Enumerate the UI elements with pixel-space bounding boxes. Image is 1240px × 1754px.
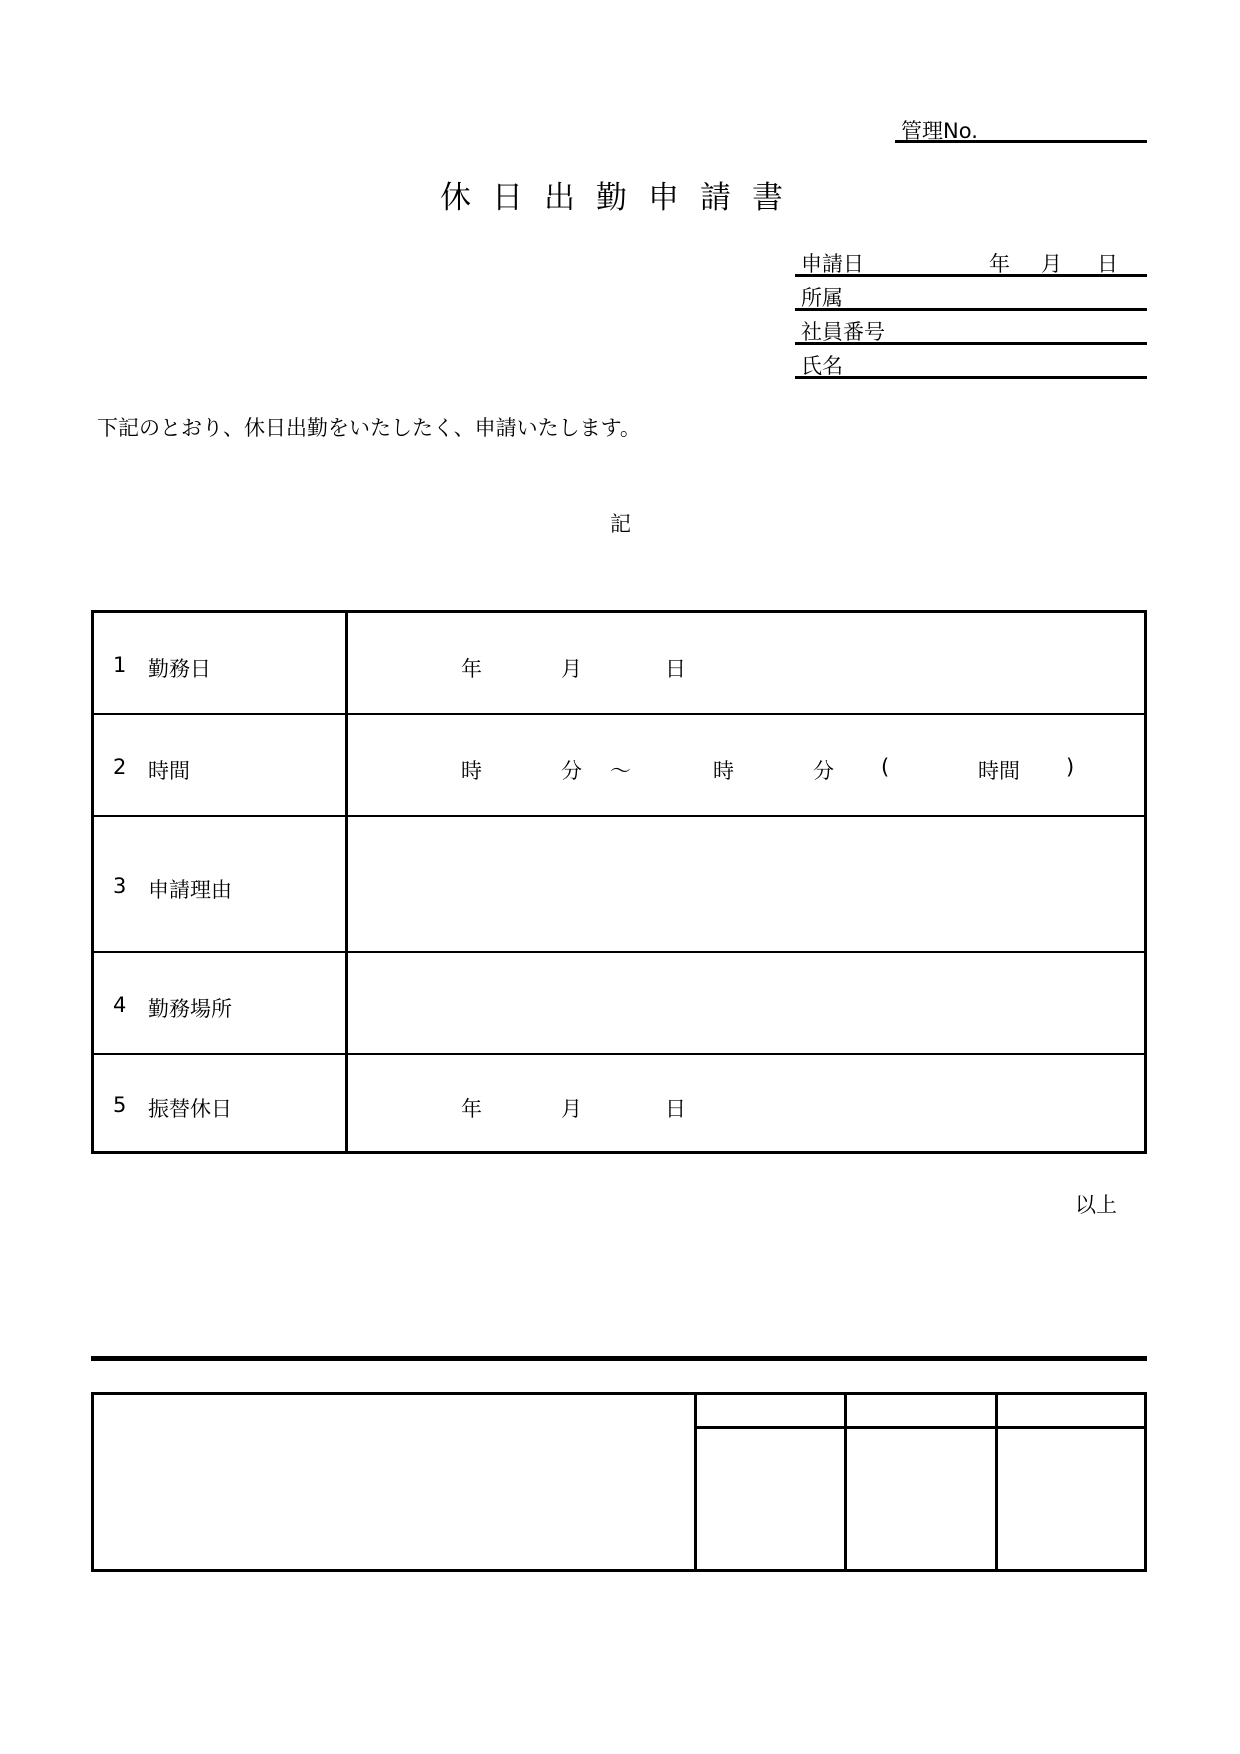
row-label: 振替休日 bbox=[148, 1097, 232, 1121]
application-date-field[interactable] bbox=[795, 242, 1147, 277]
stamp-column-1[interactable] bbox=[694, 1395, 847, 1569]
end-minute-unit: 分 bbox=[813, 759, 834, 783]
row-number: 3 bbox=[113, 874, 127, 898]
page-title: 休日出勤申請書 bbox=[440, 180, 804, 216]
stamp-column-header bbox=[847, 1395, 998, 1429]
time-input[interactable] bbox=[348, 715, 1144, 815]
closing-text: 以上 bbox=[1075, 1193, 1117, 1217]
intro-text: 下記のとおり、休日出勤をいたしたく、申請いたします。 bbox=[97, 416, 641, 440]
row-number: 2 bbox=[113, 755, 127, 779]
employee-no-field[interactable] bbox=[795, 310, 1147, 345]
month-unit: 月 bbox=[561, 1097, 582, 1121]
stamp-column-header bbox=[697, 1395, 847, 1429]
table-row-work-location bbox=[94, 953, 1144, 1055]
year-unit: 年 bbox=[461, 1097, 482, 1121]
row-label-cell bbox=[94, 1055, 348, 1151]
substitute-holiday-input[interactable] bbox=[348, 1055, 1144, 1151]
row-label: 勤務日 bbox=[148, 657, 211, 681]
row-label-cell bbox=[94, 817, 348, 951]
table-row-reason bbox=[94, 817, 1144, 953]
approval-box bbox=[91, 1392, 1147, 1572]
row-number: 4 bbox=[113, 993, 127, 1017]
reason-input[interactable] bbox=[348, 817, 1144, 951]
open-paren: ( bbox=[881, 755, 890, 779]
ki-heading: 記 bbox=[610, 512, 631, 536]
year-unit: 年 bbox=[461, 657, 482, 681]
row-label-cell bbox=[94, 613, 348, 713]
day-unit: 日 bbox=[1097, 252, 1118, 276]
month-unit: 月 bbox=[1041, 252, 1062, 276]
start-minute-unit: 分 bbox=[561, 759, 582, 783]
management-no-label: 管理No. bbox=[901, 119, 978, 143]
name-field[interactable] bbox=[795, 344, 1147, 379]
request-details-table bbox=[91, 610, 1147, 1154]
row-number: 1 bbox=[113, 653, 127, 677]
tilde: ～ bbox=[610, 759, 631, 783]
name-label: 氏名 bbox=[801, 354, 843, 378]
employee-no-label: 社員番号 bbox=[801, 320, 885, 344]
department-field[interactable] bbox=[795, 276, 1147, 311]
row-label: 時間 bbox=[148, 759, 190, 783]
stamp-column-header bbox=[998, 1395, 1144, 1429]
stamp-column-3[interactable] bbox=[995, 1395, 1144, 1569]
department-label: 所属 bbox=[801, 286, 843, 310]
work-location-input[interactable] bbox=[348, 953, 1144, 1053]
day-unit: 日 bbox=[665, 1097, 686, 1121]
table-row-substitute-holiday bbox=[94, 1055, 1144, 1151]
year-unit: 年 bbox=[989, 252, 1010, 276]
row-label-cell bbox=[94, 953, 348, 1053]
separator-line bbox=[91, 1356, 1147, 1361]
day-unit: 日 bbox=[665, 657, 686, 681]
application-date-label: 申請日 bbox=[801, 252, 864, 276]
row-label: 勤務場所 bbox=[148, 997, 232, 1021]
row-number: 5 bbox=[113, 1093, 127, 1117]
management-no-field[interactable] bbox=[895, 113, 1147, 143]
row-label: 申請理由 bbox=[148, 878, 232, 902]
close-paren: ) bbox=[1066, 755, 1075, 779]
work-date-input[interactable] bbox=[348, 613, 1144, 713]
row-label-cell bbox=[94, 715, 348, 815]
start-hour-unit: 時 bbox=[461, 759, 482, 783]
stamp-column-2[interactable] bbox=[844, 1395, 998, 1569]
memo-area[interactable] bbox=[94, 1395, 694, 1569]
table-row-work-date bbox=[94, 613, 1144, 715]
table-row-time bbox=[94, 715, 1144, 817]
hours-unit: 時間 bbox=[978, 759, 1020, 783]
end-hour-unit: 時 bbox=[713, 759, 734, 783]
month-unit: 月 bbox=[561, 657, 582, 681]
